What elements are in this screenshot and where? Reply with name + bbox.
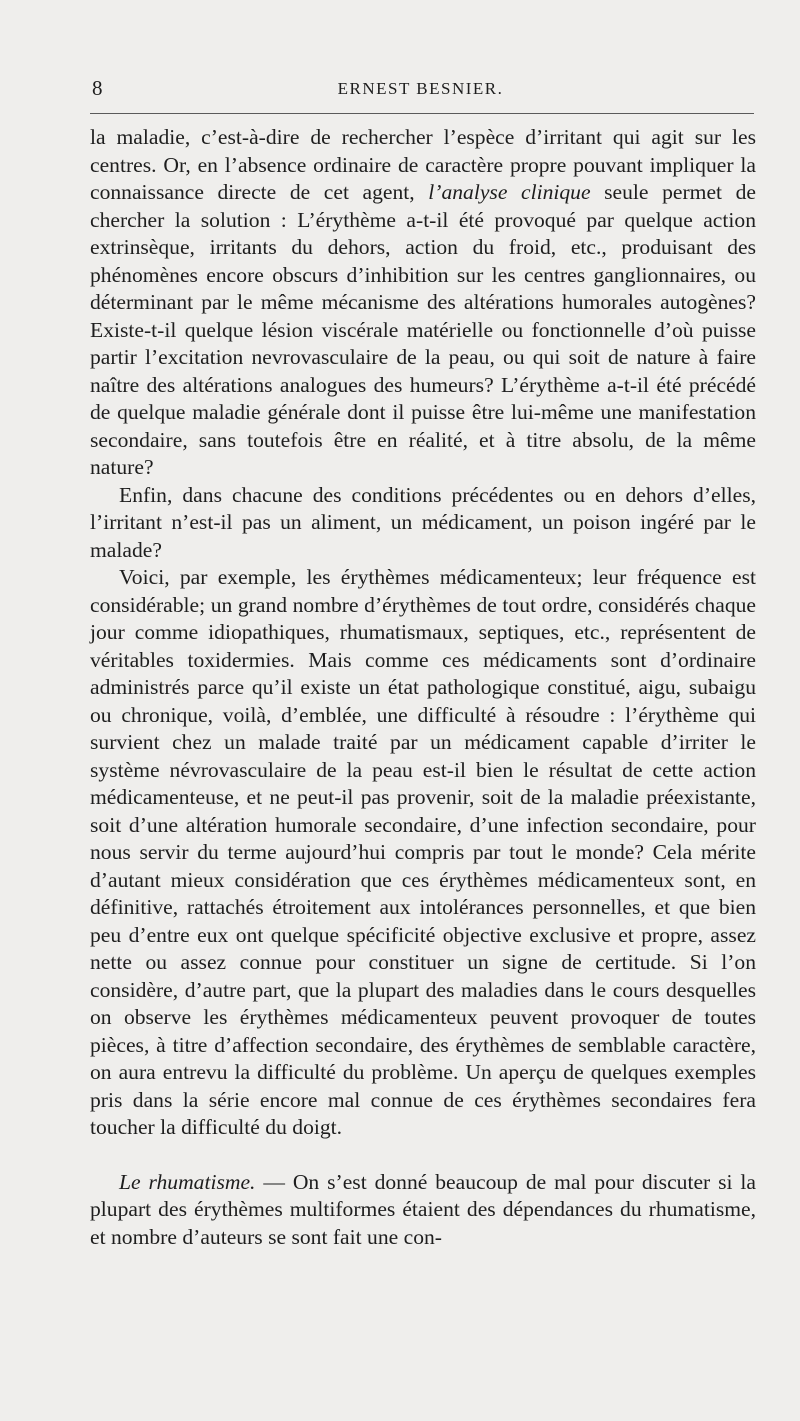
header-rule [90, 113, 754, 114]
paragraph-1-text-after: seule permet de chercher la solution : L’érythème a-t-il été provoqué par quelque action extrinsèque, irritants du dehors, action du froid, etc., produisant des phénomènes encore obscurs d’inhibition sur les centres ganglionnaires, ou déterminant par le même mécanisme des altérations humorales autogènes? Existe-t-il quelque lésion viscérale matérielle ou fonctionnelle d’où puisse partir l’excitation nevrovasculaire de la peau, ou qui soit de nature à faire naître des altérations analogues des humeurs? L’érythème a-t-il été précédé de quelque maladie générale dont il puisse être lui-même une manifestation secondaire, sans toutefois être en réalité, et à titre absolu, de la même nature? [90, 180, 757, 479]
running-head: ERNEST BESNIER. [337, 79, 504, 98]
section-heading-rhumatisme: Le rhumatisme. [119, 1169, 256, 1194]
page-number: 8 [92, 76, 103, 100]
paragraph-1-text: la maladie, c’est-à-dire de rechercher l’espèce d’irritant qui agit sur les centres. Or, en l’absence ordinaire de caractère propre pouvant impliquer la connaissance directe de cet agent, [90, 125, 756, 204]
page-header [88, 74, 753, 104]
paragraph-3-text: Voici, par exemple, les érythèmes médicamenteux; leur fréquence est considérable; un grand nombre d’érythèmes de tout ordre, considérés chaque jour comme idiopathiques, rhumatismaux, septiques, etc., représentent de véritables toxidermies. Mais comme ces médicaments sont d’ordinaire administrés parce qu’il existe un état pathologique constitué, aigu, subaigu ou chronique, voilà, d’emblée, une difficulté à résoudre : l’érythème qui survient chez un malade traité par un médicament capable d’irriter le système névrovasculaire de la peau est-il bien le résultat de cette action médicamenteuse, et ne peut-il pas provenir, soit de la maladie préexistante, soit d’une altération humorale secondaire, d’une infection secondaire, pour nous servir du terme aujourd’hui compris par tout le monde? Cela mérite d’autant mieux considération que ces érythèmes médicamenteux sont, en définitive, rattachés étroitement aux intolérances personnelles, et que bien peu d’entre eux ont quelque spécificité objective exclusive et propre, assez nette ou assez connue pour constituer un signe de certitude. Si l’on considère, d’autre part, que la plupart des maladies dans le cours desquelles on observe les érythèmes médicamenteux peuvent provoquer de toutes pièces, à titre d’affection secondaire, des érythèmes de semblable caractère, on aura entrevu la difficulté du problème. Un aperçu de quelques exemples pris dans la série encore mal connue de ces érythèmes secondaires fera toucher la difficulté du doigt. [90, 565, 756, 1139]
paragraph-4-text: — On s’est donné beaucoup de mal pour discuter si la plupart des érythèmes multiformes étaient des dépendances du rhumatisme, et nombre d’auteurs se sont fait une con- [90, 1169, 756, 1249]
paragraph-2 [90, 482, 756, 565]
paragraph-1-emphasis: l’analyse clinique [428, 180, 591, 204]
paragraph-4 [90, 1169, 756, 1252]
paragraph-2-text: Enfin, dans chacune des conditions précédentes ou en dehors d’elles, l’irritant n’est-il pas un aliment, un médicament, un poison ingéré par le malade? [90, 482, 756, 562]
body-text [90, 124, 756, 1251]
paragraph-3 [90, 564, 756, 1142]
paragraph-1 [90, 124, 756, 482]
